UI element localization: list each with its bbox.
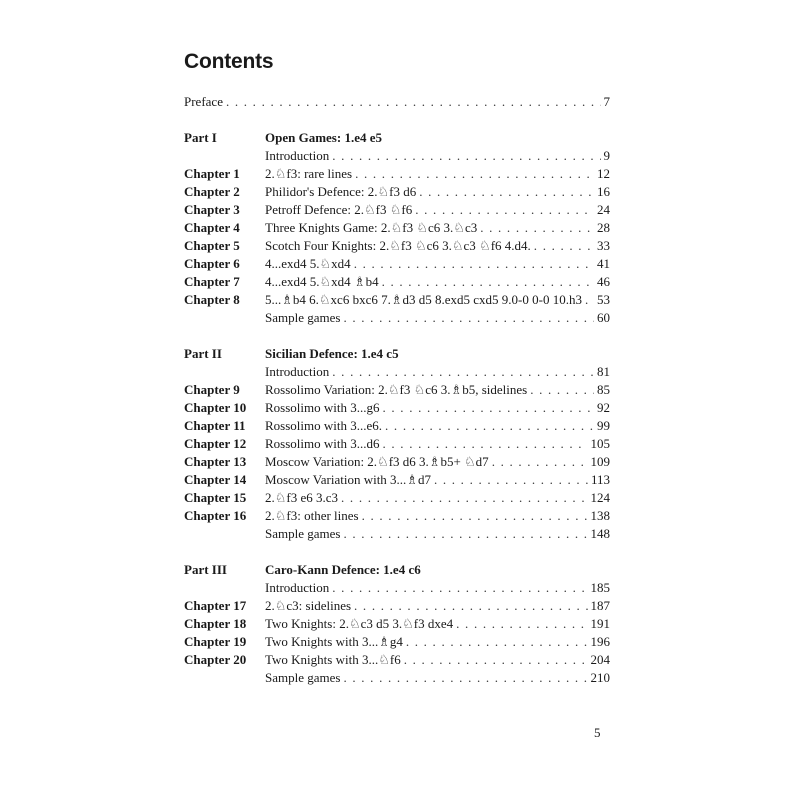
dot-leader	[385, 417, 594, 435]
dot-leader	[362, 507, 588, 525]
toc-entry-text: Moscow Variation with 3...♗d7	[265, 472, 431, 487]
toc-entry-text: Introduction	[265, 580, 330, 595]
toc-page-number: 113	[590, 472, 610, 487]
dot-leader	[343, 669, 587, 687]
toc-entry[interactable]	[184, 453, 610, 471]
part-label: Part II	[184, 346, 222, 361]
toc-page-number: 46	[597, 274, 610, 289]
toc-entry[interactable]	[184, 417, 610, 435]
part-title: Sicilian Defence: 1.e4 c5	[265, 346, 399, 361]
toc-page-number: 41	[597, 256, 610, 271]
toc-entry[interactable]	[184, 633, 610, 651]
toc-entry[interactable]	[184, 291, 610, 309]
toc-entry-text: 5...♗b4 6.♘xc6 bxc6 7.♗d3 d5 8.exd5 cxd5 9.0-0 0-0 10.h3	[265, 292, 582, 307]
toc-entry[interactable]	[184, 147, 610, 165]
toc-entry-text: Two Knights with 3...♘f6	[265, 652, 401, 667]
toc-entry[interactable]	[184, 309, 610, 327]
toc-entry-text: Sample games	[265, 310, 341, 325]
dot-leader	[415, 201, 594, 219]
part-heading	[184, 561, 610, 579]
toc-entry-text: 2.♘f3: rare lines	[265, 166, 353, 181]
toc-entry-text: Three Knights Game: 2.♘f3 ♘c6 3.♘c3	[265, 220, 478, 235]
toc-entry-text: 2.♘f3 e6 3.c3	[265, 490, 339, 505]
dot-leader	[354, 255, 594, 273]
chapter-label: Chapter 6	[184, 256, 240, 271]
chapter-label: Chapter 1	[184, 166, 240, 181]
dot-leader	[383, 435, 588, 453]
toc-page-number: 24	[597, 202, 610, 217]
toc-entry[interactable]	[184, 579, 610, 597]
toc-page-number: 204	[590, 652, 610, 667]
toc-entry-text: Two Knights with 3...♗g4	[265, 634, 403, 649]
dot-leader	[406, 633, 588, 651]
toc-page-number: 9	[603, 148, 610, 163]
chapter-label: Chapter 7	[184, 274, 240, 289]
toc-entry-text: Rossolimo with 3...d6	[265, 436, 380, 451]
toc-entry[interactable]	[184, 435, 610, 453]
dot-leader	[585, 291, 594, 309]
toc-entry[interactable]	[184, 219, 610, 237]
toc-entry-text: Two Knights: 2.♘c3 d5 3.♘f3 dxe4	[265, 616, 454, 631]
dot-leader	[419, 183, 594, 201]
toc-entry[interactable]	[184, 651, 610, 669]
toc-page-number: 105	[590, 436, 610, 451]
toc-page-number: 185	[590, 580, 610, 595]
chapter-label: Chapter 4	[184, 220, 240, 235]
toc-page-number: 99	[597, 418, 610, 433]
dot-leader	[492, 453, 588, 471]
dot-leader	[382, 273, 594, 291]
toc-entry[interactable]	[184, 183, 610, 201]
part-label: Part III	[184, 562, 227, 577]
chapter-label: Chapter 8	[184, 292, 240, 307]
chapter-label: Chapter 10	[184, 400, 247, 415]
dot-leader	[404, 651, 588, 669]
toc-page-number: 60	[597, 310, 610, 325]
page-title: Contents	[184, 50, 274, 73]
toc-entry[interactable]	[184, 273, 610, 291]
toc-entry[interactable]	[184, 255, 610, 273]
dot-leader	[456, 615, 587, 633]
dot-leader	[530, 381, 594, 399]
toc-entry[interactable]	[184, 525, 610, 543]
toc-entry-text: 4...exd4 5.♘xd4	[265, 256, 351, 271]
toc-entry[interactable]	[184, 669, 610, 687]
toc-page-number: 196	[590, 634, 610, 649]
toc-entry-text: 2.♘f3: other lines	[265, 508, 359, 523]
dot-leader	[383, 399, 595, 417]
dot-leader	[332, 363, 594, 381]
toc-entry-text: Introduction	[265, 148, 330, 163]
toc-page-number: 124	[590, 490, 610, 505]
toc-entry-text: 2.♘c3: sidelines	[265, 598, 352, 613]
chapter-label: Chapter 11	[184, 418, 246, 433]
toc-entry[interactable]	[184, 615, 610, 633]
toc-page-number: 81	[597, 364, 610, 379]
dot-leader	[480, 219, 594, 237]
toc-page-number: 109	[590, 454, 610, 469]
toc-page-number: 12	[597, 166, 610, 181]
dot-leader	[332, 579, 587, 597]
toc-entry[interactable]	[184, 597, 610, 615]
toc-page-number: 148	[590, 526, 610, 541]
dot-leader	[434, 471, 588, 489]
toc-entry-text: Petroff Defence: 2.♘f3 ♘f6	[265, 202, 413, 217]
toc-entry-text: Preface	[184, 94, 223, 109]
chapter-label: Chapter 16	[184, 508, 247, 523]
part-title: Open Games: 1.e4 e5	[265, 130, 382, 145]
toc-page-number: 16	[597, 184, 610, 199]
toc-entry-text: Rossolimo with 3...g6	[265, 400, 380, 415]
dot-leader	[355, 165, 594, 183]
chapter-label: Chapter 9	[184, 382, 240, 397]
part-heading	[184, 129, 610, 147]
toc-entry[interactable]	[184, 471, 610, 489]
chapter-label: Chapter 18	[184, 616, 247, 631]
toc-page-number: 138	[590, 508, 610, 523]
toc-entry[interactable]	[184, 507, 610, 525]
chapter-label: Chapter 15	[184, 490, 247, 505]
part-title: Caro-Kann Defence: 1.e4 c6	[265, 562, 421, 577]
toc-page-number: 28	[597, 220, 610, 235]
toc-entry-text: Philidor's Defence: 2.♘f3 d6	[265, 184, 417, 199]
chapter-label: Chapter 5	[184, 238, 240, 253]
dot-leader	[343, 525, 587, 543]
chapter-label: Chapter 13	[184, 454, 247, 469]
chapter-label: Chapter 14	[184, 472, 247, 487]
chapter-label: Chapter 12	[184, 436, 247, 451]
toc-entry[interactable]	[184, 381, 610, 399]
chapter-label: Chapter 3	[184, 202, 240, 217]
toc-entry[interactable]	[184, 237, 610, 255]
toc-entry-text: Introduction	[265, 364, 330, 379]
toc-page-number: 210	[590, 670, 610, 685]
dot-leader	[341, 489, 587, 507]
dot-leader	[332, 147, 600, 165]
part-label: Part I	[184, 130, 217, 145]
toc-page-number: 92	[597, 400, 610, 415]
chapter-label: Chapter 20	[184, 652, 247, 667]
toc-entry-text: Rossolimo Variation: 2.♘f3 ♘c6 3.♗b5, sidelines	[265, 382, 528, 397]
toc-entry-text: 4...exd4 5.♘xd4 ♗b4	[265, 274, 379, 289]
dot-leader	[534, 237, 594, 255]
toc-page-number: 85	[597, 382, 610, 397]
page-number: 5	[594, 725, 601, 740]
dot-leader	[343, 309, 594, 327]
toc-entry-text: Moscow Variation: 2.♘f3 d6 3.♗b5+ ♘d7	[265, 454, 489, 469]
chapter-label: Chapter 2	[184, 184, 240, 199]
toc-entry[interactable]	[184, 165, 610, 183]
part-heading	[184, 345, 610, 363]
toc-preface-row[interactable]	[184, 93, 610, 111]
chapter-label: Chapter 17	[184, 598, 247, 613]
dot-leader	[226, 93, 601, 111]
toc-page-number: 53	[597, 292, 610, 307]
toc-entry[interactable]	[184, 363, 610, 381]
toc-page-number: 33	[597, 238, 610, 253]
toc-entry[interactable]	[184, 489, 610, 507]
toc-page-number: 7	[603, 94, 610, 109]
toc-page-number: 187	[590, 598, 610, 613]
toc-entry-text: Sample games	[265, 526, 341, 541]
dot-leader	[354, 597, 587, 615]
toc-entry-text: Scotch Four Knights: 2.♘f3 ♘c6 3.♘c3 ♘f6 4.d4.	[265, 238, 531, 253]
toc-entry-text: Rossolimo with 3...e6.	[265, 418, 383, 433]
toc-entry[interactable]	[184, 399, 610, 417]
toc-entry-text: Sample games	[265, 670, 341, 685]
toc-entry[interactable]	[184, 201, 610, 219]
chapter-label: Chapter 19	[184, 634, 247, 649]
toc-page-number: 191	[590, 616, 610, 631]
